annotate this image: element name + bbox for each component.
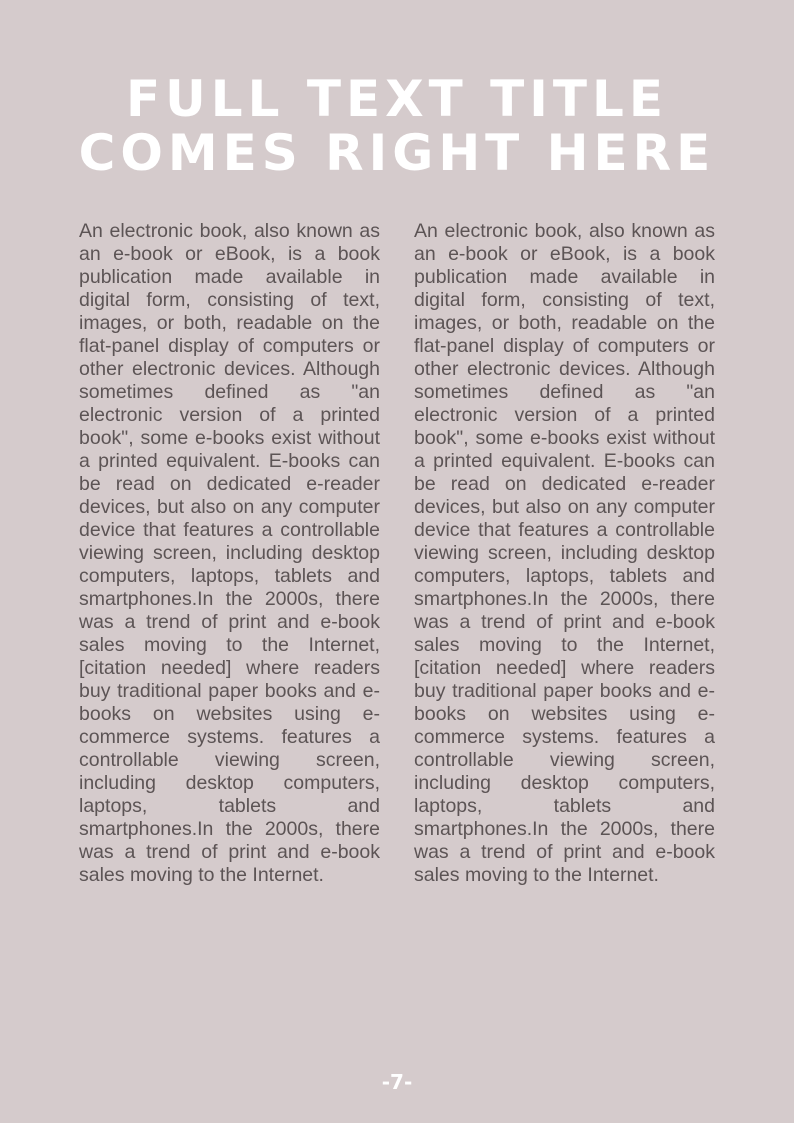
text-columns bbox=[79, 220, 715, 1030]
page-number: -7- bbox=[381, 1070, 413, 1094]
title-line-1: FULL TEXT TITLE bbox=[125, 70, 669, 128]
title-line-2: COMES RIGHT HERE bbox=[78, 124, 716, 182]
body-column-left: An electronic book, also known as an e-book or eBook, is a book publication made available in digital form, consisting of text, images, or both, readable on the flat-panel display of computers or other electronic devices. Although sometimes defined as "an electronic version of a printed book", some e-books exist without a printed equivalent. E-books can be read on dedicated e-reader devices, but also on any computer device that features a controllable viewing screen, including desktop computers, laptops, tablets and smartphones.In the 2000s, there was a trend of print and e-book sales moving to the Internet, [citation needed] where readers buy traditional paper books and e-books on websites using e-commerce systems. features a controllable viewing screen, including desktop computers, laptops, tablets and smartphones.In the 2000s, there was a trend of print and e-book sales moving to the Internet. bbox=[79, 220, 380, 886]
page-title bbox=[0, 72, 794, 180]
body-column-right: An electronic book, also known as an e-book or eBook, is a book publication made available in digital form, consisting of text, images, or both, readable on the flat-panel display of computers or other electronic devices. Although sometimes defined as "an electronic version of a printed book", some e-books exist without a printed equivalent. E-books can be read on dedicated e-reader devices, but also on any computer device that features a controllable viewing screen, including desktop computers, laptops, tablets and smartphones.In the 2000s, there was a trend of print and e-book sales moving to the Internet, [citation needed] where readers buy traditional paper books and e-books on websites using e-commerce systems. features a controllable viewing screen, including desktop computers, laptops, tablets and smartphones.In the 2000s, there was a trend of print and e-book sales moving to the Internet. bbox=[414, 220, 715, 886]
